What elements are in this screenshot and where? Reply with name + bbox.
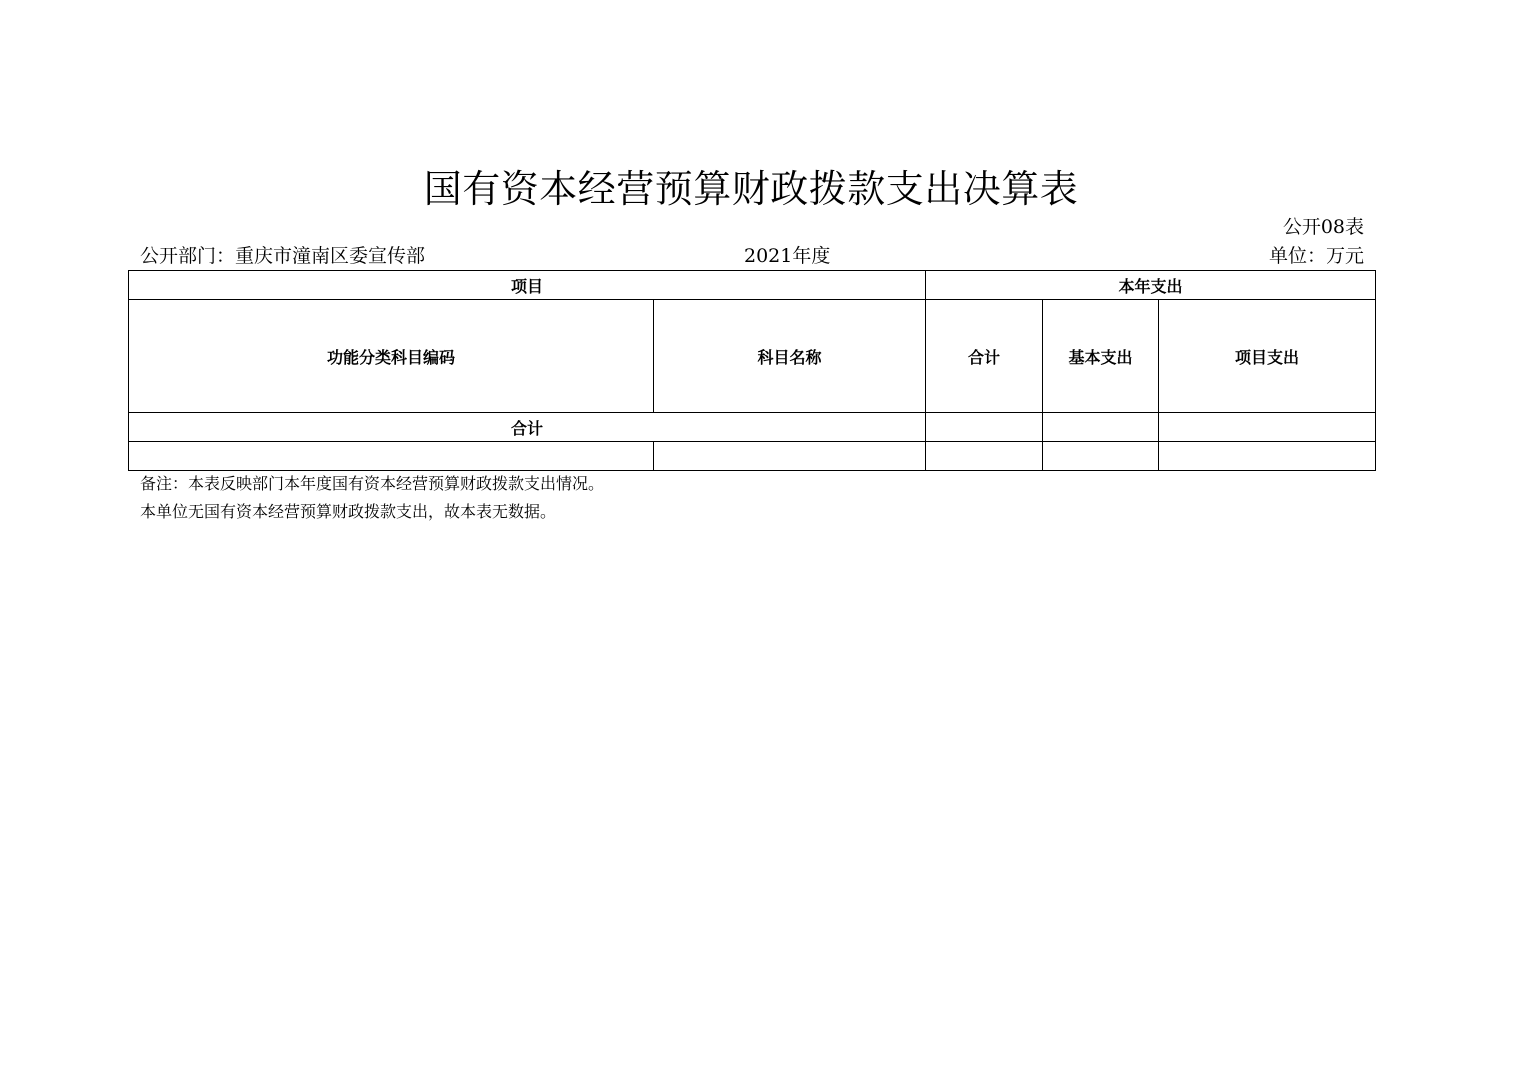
header-expense-cell: 本年支出 bbox=[926, 271, 1376, 300]
table-row bbox=[129, 442, 1376, 471]
page-title: 国有资本经营预算财政拨款支出决算表 bbox=[423, 167, 1079, 211]
column-header-name: 科目名称 bbox=[654, 300, 926, 413]
table-subheader-row bbox=[129, 300, 1376, 413]
no-data-note: 本单位无国有资本经营预算财政拨款支出，故本表无数据。 bbox=[140, 502, 557, 521]
column-header-total: 合计 bbox=[926, 300, 1043, 413]
total-row bbox=[129, 413, 1376, 442]
total-value-basic bbox=[1043, 413, 1159, 442]
header-item-cell: 项目 bbox=[129, 271, 926, 300]
cell-project bbox=[1159, 442, 1376, 471]
column-header-project: 项目支出 bbox=[1159, 300, 1376, 413]
cell-name bbox=[654, 442, 926, 471]
cell-basic bbox=[1043, 442, 1159, 471]
department-label: 公开部门：重庆市潼南区委宣传部 bbox=[140, 245, 426, 267]
form-number: 公开08表 bbox=[1282, 216, 1364, 238]
fiscal-year: 2021年度 bbox=[744, 245, 831, 267]
column-header-code: 功能分类科目编码 bbox=[129, 300, 654, 413]
table-header-row bbox=[129, 271, 1376, 300]
budget-table bbox=[128, 270, 1376, 471]
total-value-project bbox=[1159, 413, 1376, 442]
total-value-total bbox=[926, 413, 1043, 442]
meta-row bbox=[140, 242, 1364, 270]
column-header-basic: 基本支出 bbox=[1043, 300, 1159, 413]
unit-label: 单位：万元 bbox=[1268, 245, 1364, 267]
cell-code bbox=[129, 442, 654, 471]
cell-total bbox=[926, 442, 1043, 471]
total-row-label: 合计 bbox=[129, 413, 926, 442]
remark-note: 备注：本表反映部门本年度国有资本经营预算财政拨款支出情况。 bbox=[140, 474, 605, 493]
